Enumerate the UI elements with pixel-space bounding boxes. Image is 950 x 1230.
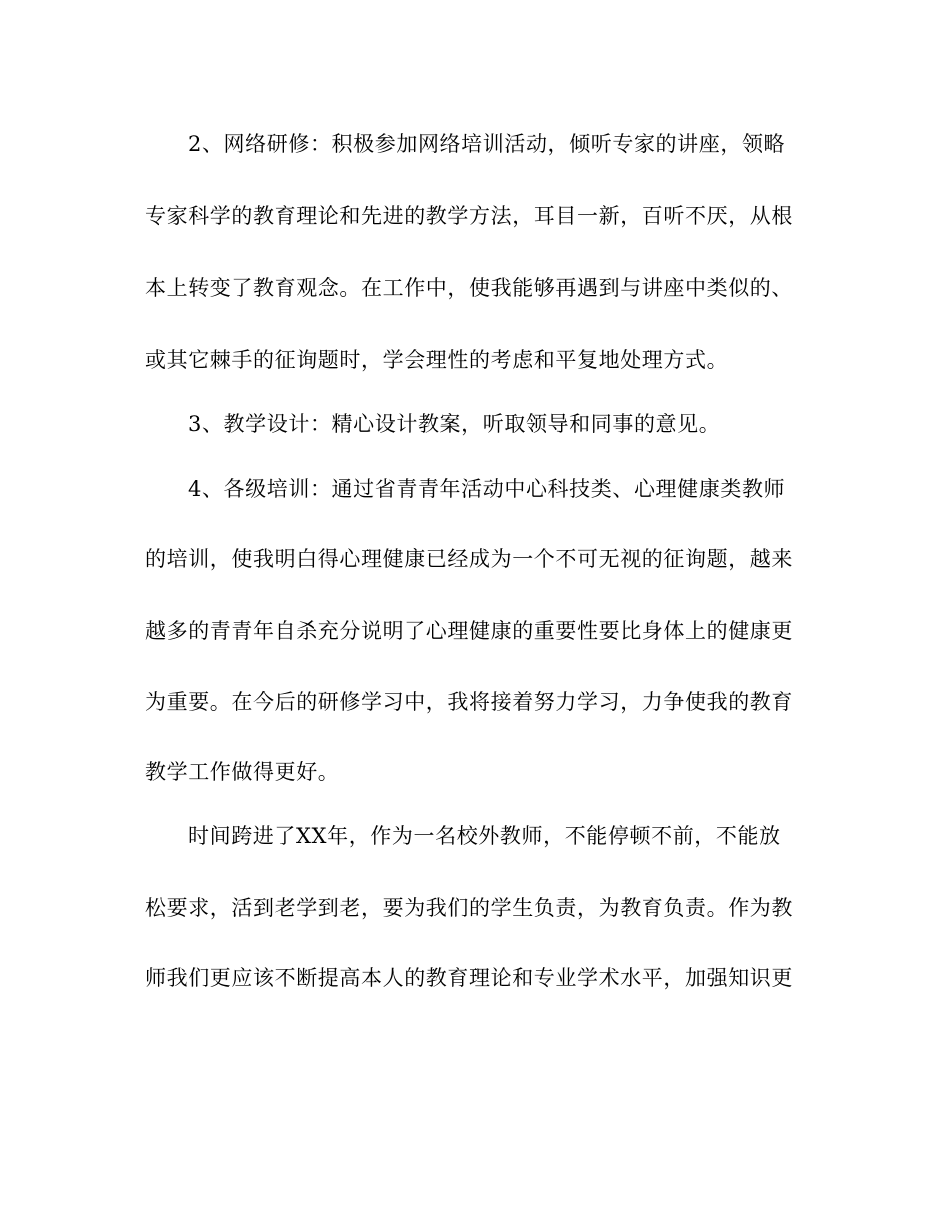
paragraph-line: 4、各级培训：通过省青青年活动中心科技类、心理健康类教师	[188, 477, 786, 501]
paragraph-line: 或其它棘手的征询题时，学会理性的考虑和平复地处理方式。	[145, 348, 729, 372]
paragraph-line: 教学工作做得更好。	[145, 760, 340, 784]
paragraph-line: 时间跨进了XX年，作为一名校外教师，不能停顿不前，不能放	[188, 824, 781, 848]
paragraph-line: 为重要。在今后的研修学习中，我将接着努力学习，力争使我的教育	[145, 690, 793, 714]
paragraph-line: 松要求，活到老学到老，要为我们的学生负责，为教育负责。作为教	[145, 896, 793, 920]
paragraph-line: 3、教学设计：精心设计教案，听取领导和同事的意见。	[188, 412, 721, 436]
paragraph-line: 越多的青青年自杀充分说明了心理健康的重要性要比身体上的健康更	[145, 619, 793, 643]
paragraph-line: 师我们更应该不断提高本人的教育理论和专业学术水平，加强知识更	[145, 966, 793, 990]
paragraph-line: 专家科学的教育理论和先进的教学方法，耳目一新，百听不厌，从根	[145, 204, 793, 228]
paragraph-line: 的培训，使我明白得心理健康已经成为一个不可无视的征询题，越来	[145, 547, 793, 571]
paragraph-line: 2、网络研修：积极参加网络培训活动，倾听专家的讲座，领略	[188, 132, 786, 156]
paragraph-line: 本上转变了教育观念。在工作中，使我能够再遇到与讲座中类似的、	[145, 276, 793, 300]
